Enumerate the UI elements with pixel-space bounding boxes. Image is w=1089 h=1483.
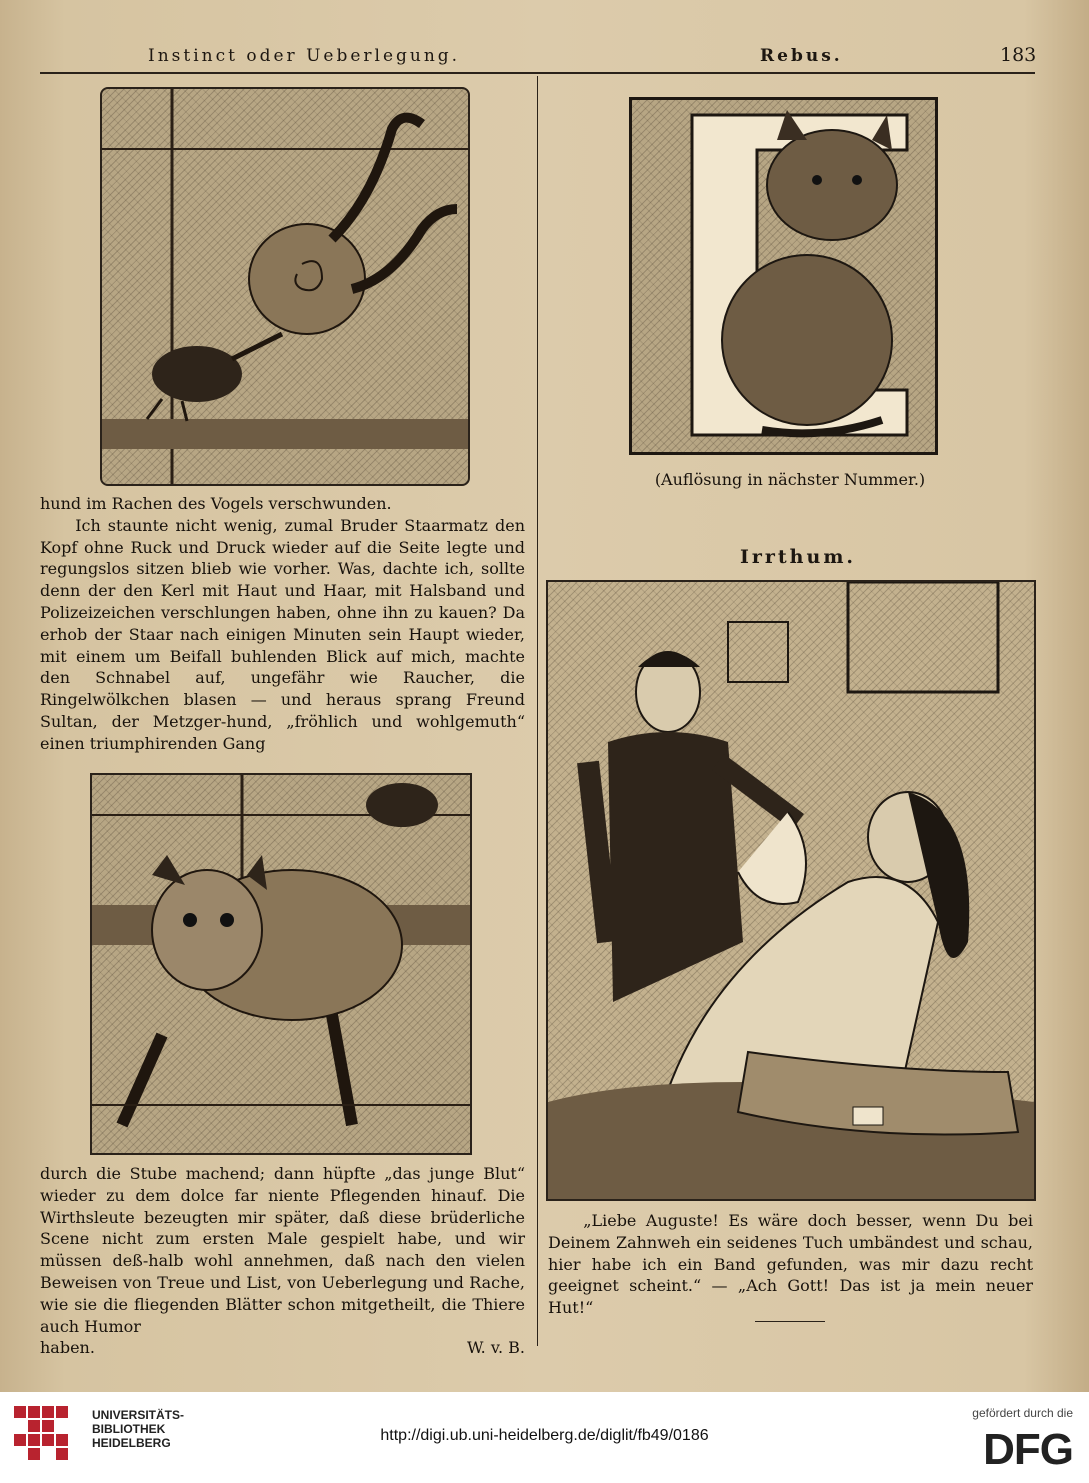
closing-line bbox=[40, 1337, 525, 1359]
paragraph-3: durch die Stube machend; dann hüpfte „das junge Blut“ wieder zu dem dolce far niente Pflegenden hinauf. Die Wirthsleute bezeugten mir später, daß diese brüderliche Scene nicht zum ersten Male gespielt habe, und wir müssen deß-halb wohl annehmen, daß nach den vielen Beweisen von Treue und List, von Ueberlegung und Rache, wie sie die fliegenden Blätter schon mitgetheilt, die Thiere auch Humor bbox=[40, 1164, 525, 1336]
viewer-footer bbox=[0, 1392, 1089, 1483]
permalink-url[interactable]: http://digi.ub.uni-heidelberg.de/diglit/fb49/0186 bbox=[380, 1427, 709, 1444]
left-running-header: Instinct oder Ueberlegung. bbox=[148, 46, 461, 66]
library-name-line1: UNIVERSITÄTS- bbox=[92, 1408, 185, 1422]
library-name-line3: HEIDELBERG bbox=[92, 1436, 171, 1450]
story-text bbox=[548, 1210, 1033, 1319]
funding-note: gefördert durch die bbox=[972, 1406, 1073, 1420]
story-drawing bbox=[548, 582, 1034, 1199]
story-dialogue: „Liebe Auguste! Es wäre doch besser, wenn Du bei Deinem Zahnweh ein seidenes Tuch umbändest und schau, hier habe ich ein Band gefunden, was mir dazu recht geeignet scheint.“ — „Ach Gott! Das ist ja mein neuer Hut!“ bbox=[548, 1211, 1033, 1318]
left-text-block-2 bbox=[40, 1163, 525, 1359]
right-running-header: Rebus. bbox=[760, 46, 843, 66]
left-text-block-1 bbox=[40, 493, 525, 755]
paragraph-1-continuation: hund im Rachen des Vogels verschwunden. bbox=[40, 494, 392, 513]
man-showing-cloth-to-woman-illustration bbox=[546, 580, 1036, 1201]
bird-swallowing-dog-illustration bbox=[100, 87, 470, 486]
dog-bird-drawing bbox=[92, 775, 470, 1153]
story-title: Irrthum. bbox=[740, 546, 857, 568]
last-word: haben. bbox=[40, 1338, 95, 1358]
column-divider bbox=[537, 76, 538, 1346]
dfg-logo: DFG bbox=[983, 1425, 1073, 1474]
rebus-drawing bbox=[632, 100, 935, 452]
paragraph-2: Ich staunte nicht wenig, zumal Bruder Staarmatz den Kopf ohne Ruck und Druck wieder auf die Seite legte und regungslos sitzen blieb wie vorher. Was, dachte ich, sollte denn der den Kerl mit Haut und Haar, mit Halsband und Polizeizeichen verschlungen haben, ohne ihn zu kauen? Da erhob der Staar nach einigen Minuten sein Haupt wieder, mit einem um Beifall buhlenden Blick auf mich, machte den Schnabel auf, ungefähr wie Raucher, die Ringelwölkchen blasen — und heraus sprang Freund Sultan, der Metzger-hund, „fröhlich und wohlgemuth“ einen triumphirenden Gang bbox=[40, 515, 525, 753]
cat-on-letter-e-rebus bbox=[629, 97, 938, 455]
dog-emerging-from-bird-illustration bbox=[90, 773, 472, 1155]
header-rule bbox=[40, 72, 1035, 74]
story-end-rule bbox=[755, 1321, 825, 1322]
bird-dog-drawing bbox=[102, 89, 468, 484]
rebus-caption: (Auflösung in nächster Nummer.) bbox=[654, 470, 926, 489]
page-number: 183 bbox=[1000, 44, 1037, 66]
author-signature: W. v. B. bbox=[467, 1338, 525, 1358]
library-name-line2: BIBLIOTHEK bbox=[92, 1422, 166, 1436]
